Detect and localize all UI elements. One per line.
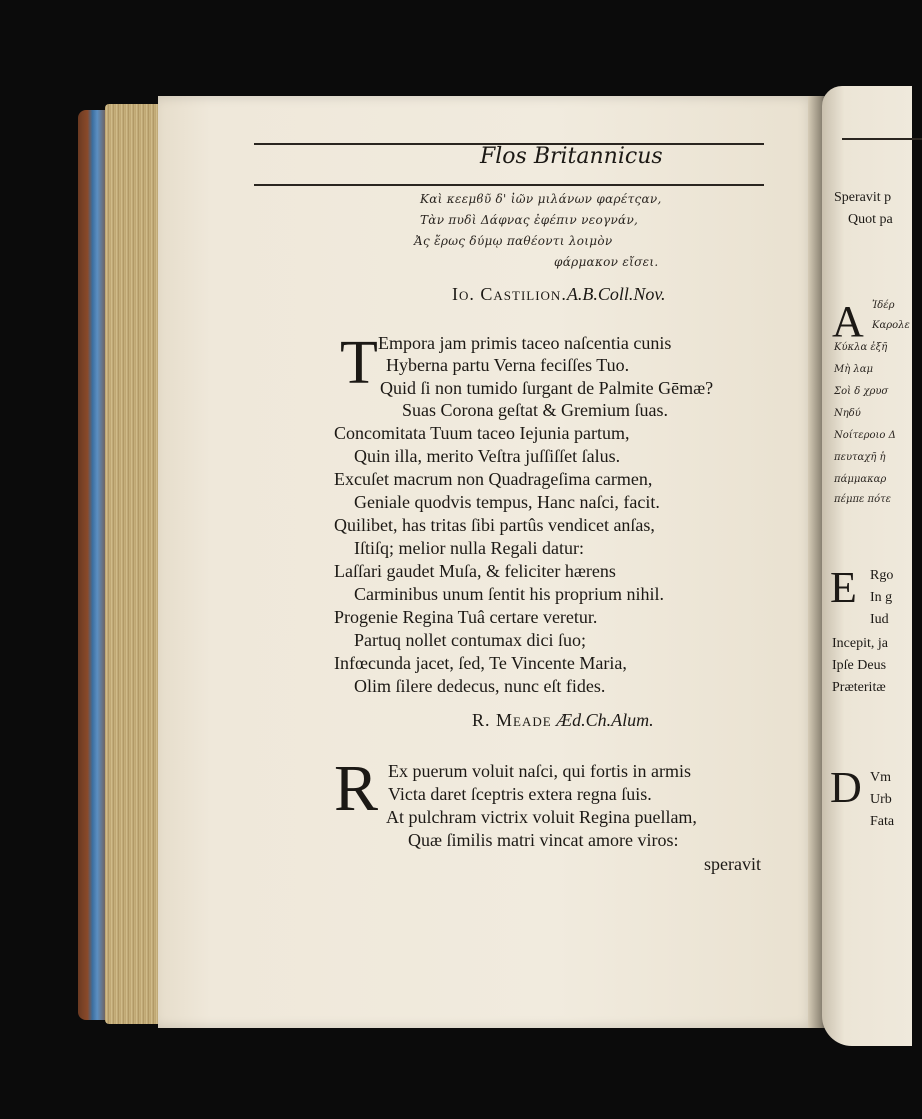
facing-greek-line: Νηδύ bbox=[834, 408, 861, 419]
poem-1-dropcap: T bbox=[340, 329, 378, 397]
facing-line: Iud bbox=[870, 612, 889, 627]
facing-greek-line: Καρολε bbox=[872, 320, 910, 331]
facing-line: Urb bbox=[870, 792, 892, 807]
facing-greek-line: πευταχῆ ἡ bbox=[834, 452, 886, 463]
greek-line: Τὰν πυδὶ Δάφνας ἐφέπιν νεογνάν, bbox=[420, 213, 639, 227]
facing-page bbox=[822, 86, 912, 1046]
facing-line: Fata bbox=[870, 814, 895, 829]
poem-1-line: Infœcunda jacet, ſed, Te Vincente Maria, bbox=[334, 653, 627, 673]
poem-2-line: At pulchram victrix voluit Regina puellam, bbox=[386, 807, 697, 827]
poem-1-line: Quid ſi non tumido ſurgant de Palmite Gēmæ? bbox=[380, 378, 714, 398]
signature-2-name: R. Meade bbox=[472, 710, 552, 730]
facing-greek-line: Ἰδέρ bbox=[872, 300, 895, 311]
facing-line: In g bbox=[870, 590, 893, 605]
poem-1-line: Carminibus unum ſentit his proprium nihil. bbox=[354, 584, 664, 604]
poem-1-line: Hyberna partu Verna feciſſes Tuo. bbox=[386, 355, 630, 375]
poem-1-line: Quin illa, merito Veſtra juſſiſſet ſalus. bbox=[354, 446, 621, 466]
facing-greek-line: Μὴ λαμ bbox=[834, 364, 873, 375]
catchword: speravit bbox=[704, 854, 761, 874]
facing-line: Ipſe Deus bbox=[832, 658, 887, 673]
facing-greek-line: πέμπε πότε bbox=[834, 494, 892, 505]
facing-dropcap-e: E bbox=[830, 563, 857, 612]
poem-2-line: Victa daret ſceptris extera regna ſuis. bbox=[388, 784, 652, 804]
poem-1-line: Progenie Regina Tuâ certare veretur. bbox=[334, 607, 598, 627]
facing-greek-line: Νοίτεροιο Δ bbox=[834, 430, 896, 441]
facing-line: Rgo bbox=[870, 568, 894, 583]
facing-dropcap-d: D bbox=[830, 763, 862, 812]
poem-2-line: Quæ ſimilis matri vincat amore viros: bbox=[408, 830, 679, 850]
signature-2-affiliation: Æd.Ch.Alum. bbox=[556, 710, 654, 730]
greek-line: Ἀς ἔρως δύμῳ παθέοντι λοιμὸν bbox=[414, 234, 613, 248]
signature-1 bbox=[452, 284, 666, 305]
poem-1-line: Suas Corona geſtat & Gremium ſuas. bbox=[402, 400, 668, 420]
page-edges bbox=[105, 104, 163, 1024]
facing-dropcap-a: A bbox=[832, 297, 864, 346]
signature-1-affiliation: A.B.Coll.Nov. bbox=[566, 284, 666, 304]
poem-1-line: Iſtiſq; melior nulla Regali datur: bbox=[354, 538, 584, 558]
greek-line: Καὶ κεεμϐῦ δ' ἰῶν μιλάνων φαρέτςαν, bbox=[420, 192, 662, 206]
facing-line: Præteritæ bbox=[832, 680, 886, 695]
poem-1-line: Geniale quodvis tempus, Hanc naſci, facit. bbox=[354, 492, 660, 512]
facing-line: Speravit p bbox=[834, 190, 892, 205]
greek-line: φάρμακον εἴσει. bbox=[554, 255, 659, 269]
signature-1-name: Io. Castilion. bbox=[452, 284, 567, 304]
running-title: Flos Britannicus bbox=[480, 144, 663, 169]
facing-line: Vm bbox=[870, 770, 891, 785]
poem-1-line: Empora jam primis taceo naſcentia cunis bbox=[378, 333, 672, 353]
facing-greek-line: πάμμακαρ bbox=[834, 474, 887, 485]
facing-header-rule bbox=[842, 138, 922, 140]
facing-greek-line: Σοὶ δ χρυσ bbox=[834, 386, 889, 397]
poem-1-line: Excuſet macrum non Quadrageſima carmen, bbox=[334, 469, 653, 489]
facing-line: Incepit, ja bbox=[832, 636, 888, 651]
poem-2-line: Ex puerum voluit naſci, qui fortis in armis bbox=[388, 761, 691, 781]
poem-2-dropcap: R bbox=[334, 752, 379, 825]
poem-1-line: Concomitata Tuum taceo Iejunia partum, bbox=[334, 423, 630, 443]
header-rule-bottom bbox=[254, 184, 764, 186]
facing-line: Quot pa bbox=[848, 212, 893, 227]
signature-2 bbox=[472, 710, 654, 731]
poem-1-line: Quilibet, has tritas ſibi partûs vendicet anſas, bbox=[334, 515, 655, 535]
poem-1-line: Laſſari gaudet Muſa, & feliciter hærens bbox=[334, 561, 616, 581]
poem-1-line: Partuq nollet contumax dici ſuo; bbox=[354, 630, 586, 650]
poem-1-line: Olim ſilere dedecus, nunc eſt fides. bbox=[354, 676, 606, 696]
facing-greek-line: Κύκλα ἐξῆ bbox=[834, 342, 888, 353]
